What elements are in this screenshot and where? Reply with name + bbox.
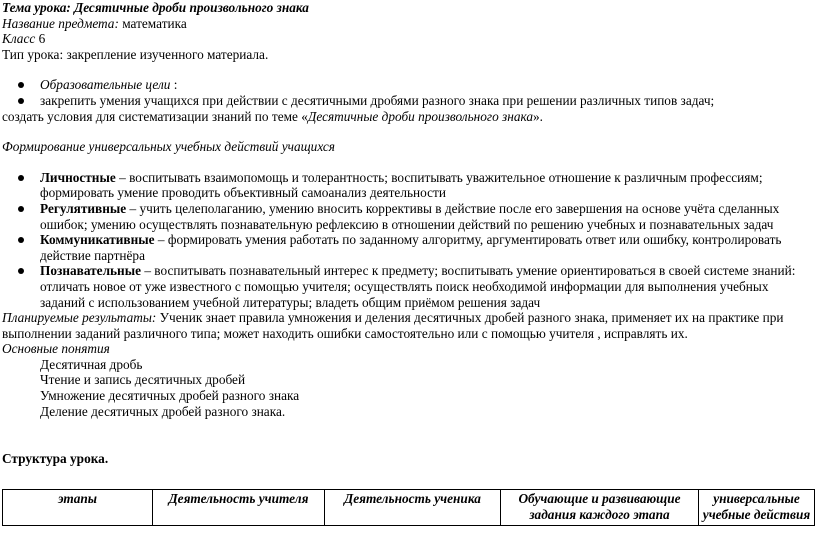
uud-text: – воспитывать взаимопомощь и толерантность; воспитывать уважительное отношение к различным профессиям; формировать умение проводить объективный самоанализ деятельности xyxy=(40,169,763,201)
bullet-icon xyxy=(18,175,24,181)
goals-second-line xyxy=(2,109,814,125)
uud-text: – учить целеполаганию, умению вносить коррективы в действие после его завершения на основе учёта сделанных ошибок; умению осуществлять познавательную рефлексию в отношении действий по решению учебных и познавательных задач xyxy=(40,200,780,232)
subject-value: математика xyxy=(118,15,187,31)
uud-text: – воспитывать познавательный интерес к предмету; воспитывать умение ориентироваться в своей системе знаний: отличать новое от уже известного с помощью учителя; осуществлять поиск необходимой информации для выполнения учебных заданий с использованием учебной литературы; владеть общим приёмом решения задач xyxy=(40,263,796,310)
uud-term: Личностные xyxy=(40,169,116,185)
column-header-tasks: Обучающие и развивающие задания каждого этапа xyxy=(501,490,699,526)
subject-label: Название предмета: xyxy=(2,15,119,31)
uud-item-regulatory xyxy=(2,201,814,232)
goals-line2-prefix: создать условия для систематизации знаний по теме « xyxy=(2,108,308,124)
concept-item: Умножение десятичных дробей разного знака xyxy=(40,388,300,404)
results-text: Ученик знает правила умножения и деления десятичных дробей разного знака, применяет их на практике при выполнении заданий различного типа; может находить ошибки самостоятельно или с помощью учителя , исправлять их. xyxy=(2,310,784,341)
uud-item-personal xyxy=(2,170,814,201)
results-label: Планируемые результаты: xyxy=(2,310,157,326)
goals-list xyxy=(2,77,814,108)
column-header-uud: универсальные учебные действия xyxy=(699,490,815,526)
goals-label: Образовательные цели xyxy=(40,77,171,93)
column-header-teacher: Деятельность учителя xyxy=(153,490,325,526)
bullet-icon xyxy=(18,206,24,212)
lesson-topic: Тема урока: Десятичные дроби произвольного знака xyxy=(2,0,309,15)
planned-results xyxy=(2,310,814,341)
bullet-icon xyxy=(18,268,24,274)
goals-line2-topic: Десятичные дроби произвольного знака xyxy=(307,108,534,124)
uud-item-communicative xyxy=(2,232,814,263)
goal-item xyxy=(2,93,814,109)
bullet-icon xyxy=(18,237,24,243)
uud-list xyxy=(2,170,814,310)
concepts-heading: Основные понятия xyxy=(2,341,110,357)
uud-term: Регулятивные xyxy=(40,200,127,216)
concept-item: Десятичная дробь xyxy=(40,356,143,372)
goals-label-suffix: : xyxy=(170,77,178,93)
uud-term: Познавательные xyxy=(40,263,141,279)
bullet-icon xyxy=(18,98,24,104)
goals-line2-suffix: ». xyxy=(533,108,544,124)
uud-term: Коммуникативные xyxy=(40,232,155,248)
table-header-row xyxy=(3,490,815,526)
class-line xyxy=(2,31,814,47)
uud-heading: Формирование универсальных учебных действий учащихся xyxy=(2,139,335,155)
column-header-student: Деятельность ученика xyxy=(325,490,501,526)
concept-item: Чтение и запись десятичных дробей xyxy=(40,372,246,388)
concept-item: Деление десятичных дробей разного знака. xyxy=(40,403,286,419)
class-label: Класс xyxy=(2,31,36,47)
structure-table xyxy=(2,489,815,526)
column-header-stages: этапы xyxy=(3,490,153,526)
class-value: 6 xyxy=(35,31,46,47)
goal-item-text: закрепить умения учащихся при действии с десятичными дробями разного знака при решении различных типов задач; xyxy=(40,92,715,108)
structure-heading: Структура урока. xyxy=(2,451,109,466)
goals-heading-item xyxy=(2,77,814,93)
subject-line xyxy=(2,16,814,32)
uud-item-cognitive xyxy=(2,263,814,310)
uud-text: – формировать умения работать по заданному алгоритму, аргументировать ответ или ошибку, контролировать действие партнёра xyxy=(40,232,782,263)
document-body xyxy=(2,0,814,419)
lesson-type: Тип урока: закрепление изученного материала. xyxy=(2,46,269,62)
bullet-icon xyxy=(18,82,24,88)
